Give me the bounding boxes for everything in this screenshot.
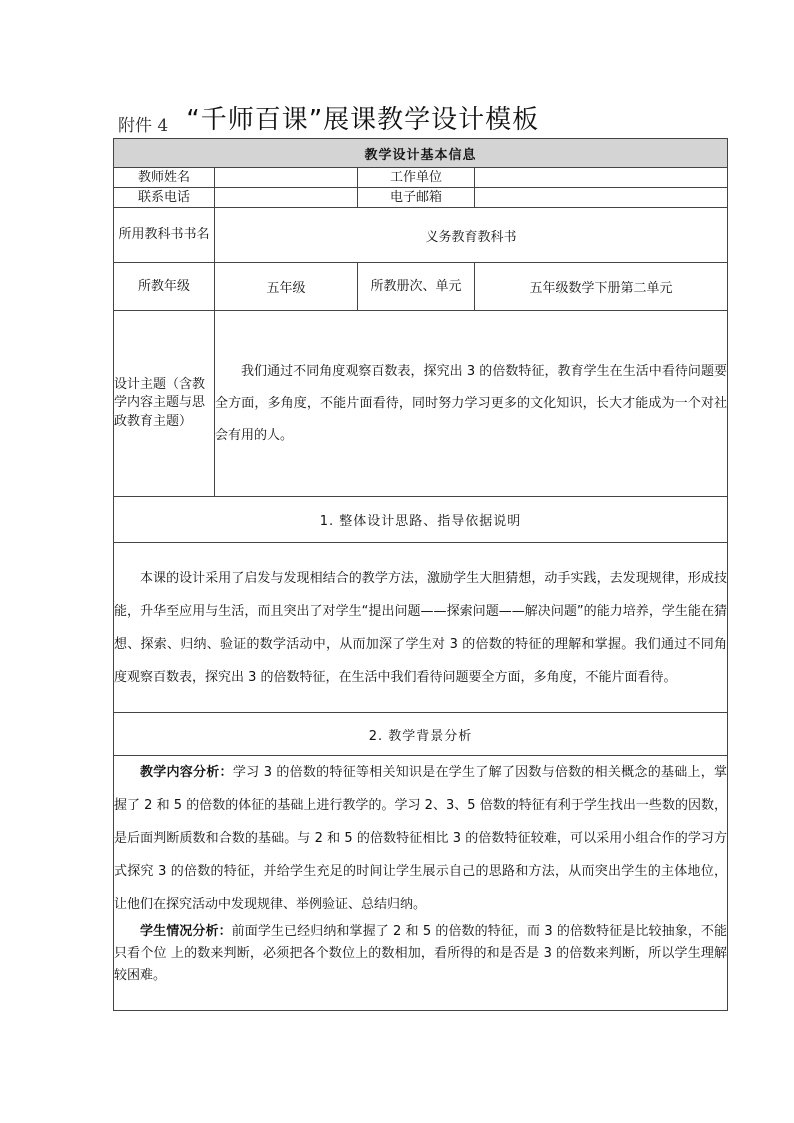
student-analysis-text: 前面学生已经归纳和掌握了 2 和 5 的倍数的特征，而 3 的倍数特征是比较抽象，不能只看个位 上的数来判断，必须把各个数位上的数相加，看所得的和是否是 3 的倍数来判断，所以学生理解较困难。 [114,924,728,983]
work-unit-label: 工作单位 [358,168,475,188]
section1-title: 1. 整体设计思路、指导依据说明 [114,497,728,543]
teacher-name-field[interactable] [215,168,358,188]
grade-label: 所教年级 [114,263,215,311]
phone-label: 联系电话 [114,188,215,208]
design-form-table [113,138,728,1011]
section2-title: 2. 教学背景分析 [114,713,728,756]
work-unit-field[interactable] [475,168,728,188]
textbook-label: 所用教科书书名 [114,208,215,263]
student-analysis-label: 学生情况分析： [140,924,232,939]
content-analysis-label: 教学内容分析： [140,765,233,780]
phone-field[interactable] [215,188,358,208]
email-label: 电子邮箱 [358,188,475,208]
design-theme-field[interactable]: 我们通过不同角度观察百数表，探究出 3 的倍数特征，教育学生在生活中看待问题要全方面，多角度，不能片面看待，同时努力学习更多的文化知识，长大才能成为一个对社会有用的人。 [215,311,728,497]
volume-unit-field[interactable]: 五年级数学下册第二单元 [475,263,728,311]
page-title [118,100,738,136]
volume-unit-label: 所教册次、单元 [358,263,475,311]
teacher-name-label: 教师姓名 [114,168,215,188]
section1-body[interactable]: 本课的设计采用了启发与发现相结合的教学方法，激励学生大胆猜想，动手实践，去发现规律，形成技能，升华至应用与生活，而且突出了对学生“提出问题——探索问题——解决问题”的能力培养，学生能在猜想、探索、归纳、验证的数学活动中，从而加深了学生对 3 的倍数的特征的理解和掌握。我们通过不同角度观察百数表，探究出 3 的倍数特征，在生活中我们看待问题要全方面，多角度，不能片面看待。 [114,543,728,713]
content-analysis-text: 学习 3 的倍数的特征等相关知识是在学生了解了因数与倍数的相关概念的基础上，掌握了 2 和 5 的倍数的体征的基础上进行教学的。学习 2、3、5 倍数的特征有利于学生找出一些数的因数，是后面判断质数和合数的基础。与 2 和 5 的倍数特征相比 3 的倍数特征较难，可以采用小组合作的学习方式探究 3 的倍数的特征，并给学生充足的时间让学生展示自己的思路和方法，从而突出学生的主体地位，让他们在探究活动中发现规律、举例验证、总结归纳。 [114,765,728,912]
attachment-label: 附件 4 [118,116,169,136]
design-theme-label: 设计主题（含教学内容主题与思政教育主题） [114,311,215,497]
section2-body[interactable] [114,756,728,1011]
email-field[interactable] [475,188,728,208]
textbook-field[interactable]: 义务教育教科书 [215,208,728,263]
basic-info-header: 教学设计基本信息 [114,139,728,168]
student-analysis-paragraph [114,921,727,987]
grade-field[interactable]: 五年级 [215,263,358,311]
template-title: “千师百课”展课教学设计模板 [186,105,540,135]
content-analysis-paragraph [114,756,727,921]
